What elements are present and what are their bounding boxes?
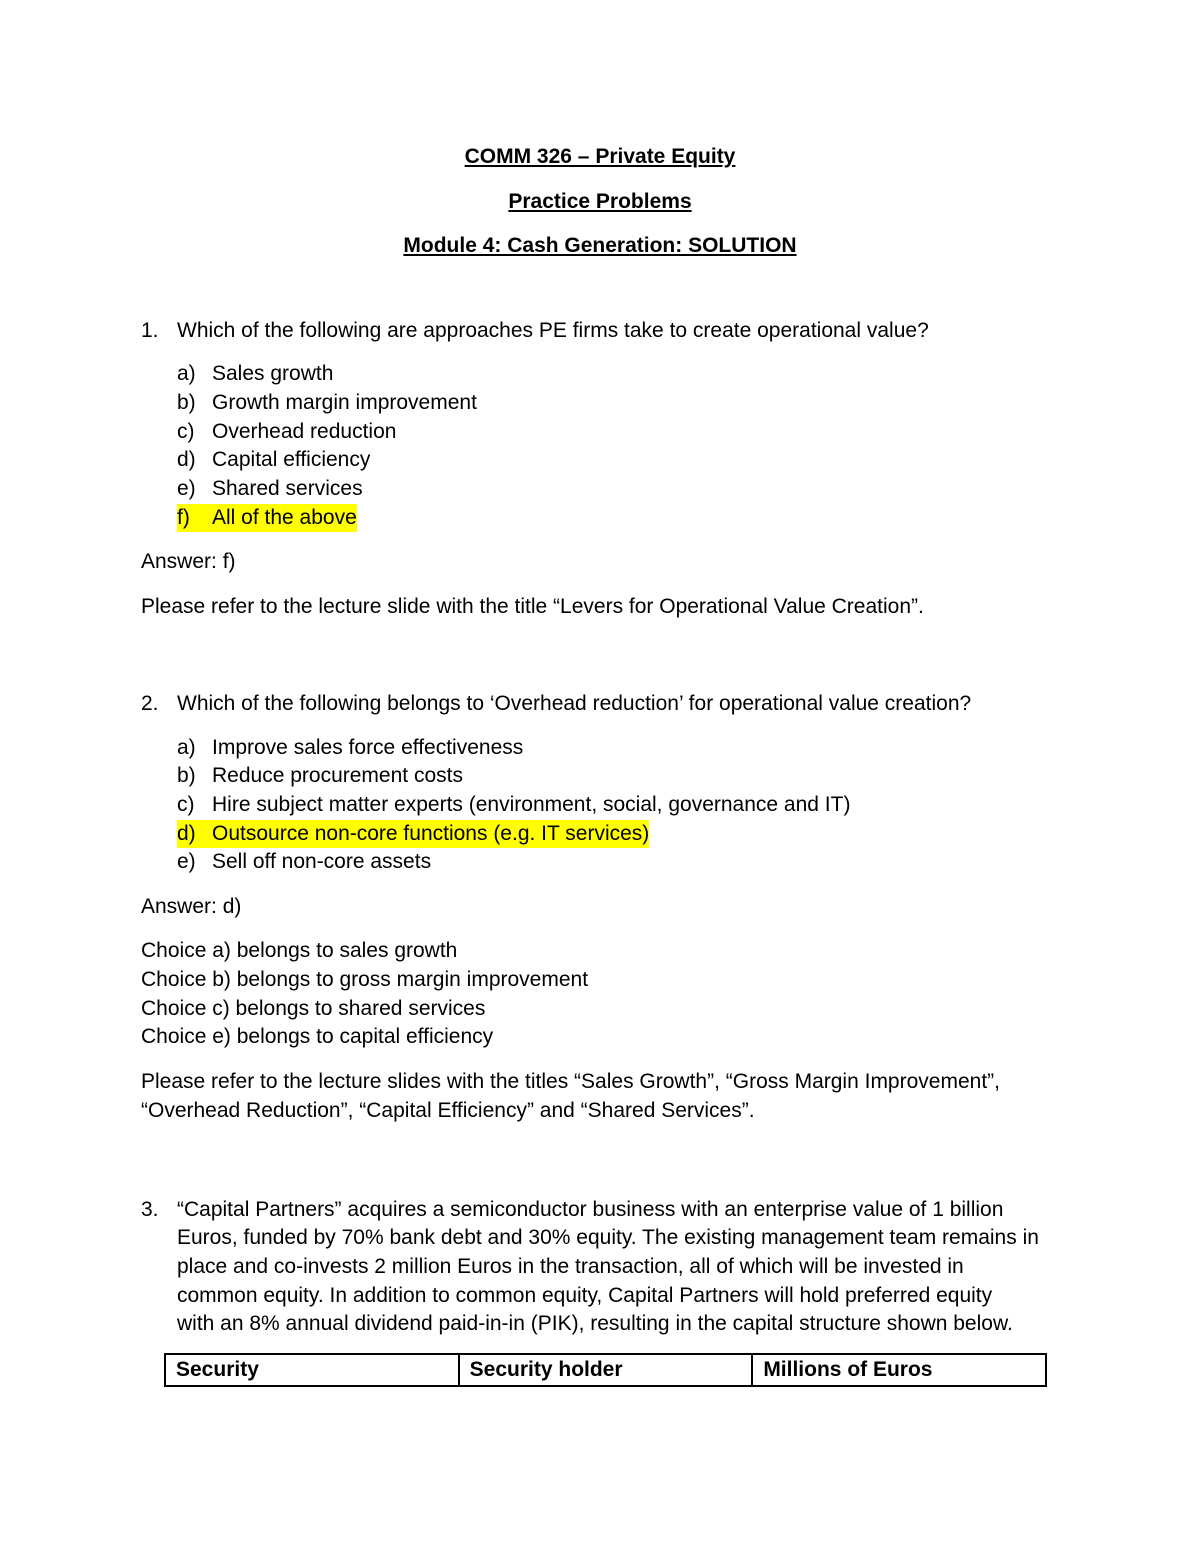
option-text: Sales growth — [212, 362, 334, 385]
reference-note-2: Please refer to the lecture slides with the titles “Sales Growth”, “Gross Margin Improvement”, — [141, 1070, 1000, 1093]
explanation-line: Choice a) belongs to sales growth — [141, 939, 458, 962]
option-label: b) — [177, 764, 196, 787]
question-text-line: with an 8% annual dividend paid-in-in (PIK), resulting in the capital structure shown below. — [177, 1312, 1013, 1335]
option-text: Shared services — [212, 477, 363, 500]
option-text: Hire subject matter experts (environment, social, governance and IT) — [212, 793, 851, 816]
option-text: All of the above — [207, 504, 357, 532]
column-header-security-holder: Security holder — [459, 1354, 753, 1386]
answer-1: Answer: f) — [141, 550, 236, 573]
option-label: b) — [177, 391, 196, 414]
answer-2: Answer: d) — [141, 895, 242, 918]
reference-note-1: Please refer to the lecture slide with the title “Levers for Operational Value Creation”. — [141, 595, 924, 618]
table-header-row — [165, 1354, 1046, 1386]
option-text: Improve sales force effectiveness — [212, 736, 524, 759]
explanation-line: Choice c) belongs to shared services — [141, 997, 486, 1020]
option-label: f) — [177, 504, 207, 532]
option-label: a) — [177, 362, 196, 385]
option-label: d) — [177, 448, 196, 471]
capital-structure-table — [164, 1353, 1047, 1387]
explanation-line: Choice e) belongs to capital efficiency — [141, 1025, 494, 1048]
column-header-millions-of-euros: Millions of Euros — [752, 1354, 1046, 1386]
option-label: c) — [177, 793, 195, 816]
question-number: 3. — [141, 1198, 159, 1221]
option-text: Outsource non-core functions (e.g. IT services) — [207, 820, 649, 848]
option-text: Reduce procurement costs — [212, 764, 463, 787]
option-text: Sell off non-core assets — [212, 850, 432, 873]
question-text: Which of the following belongs to ‘Overhead reduction’ for operational value creation? — [177, 692, 972, 715]
option-label: e) — [177, 477, 196, 500]
option-label: a) — [177, 736, 196, 759]
explanation-line: Choice b) belongs to gross margin improvement — [141, 968, 589, 991]
column-header-security: Security — [165, 1354, 459, 1386]
question-text: Which of the following are approaches PE firms take to create operational value? — [177, 319, 929, 342]
question-text-line: “Capital Partners” acquires a semiconductor business with an enterprise value of 1 billion — [177, 1198, 1004, 1221]
reference-note-2-cont: “Overhead Reduction”, “Capital Efficiency” and “Shared Services”. — [141, 1099, 755, 1122]
module-title: Module 4: Cash Generation: SOLUTION — [403, 234, 797, 257]
question-number: 2. — [141, 692, 159, 715]
question-number: 1. — [141, 319, 159, 342]
option-label: c) — [177, 420, 195, 443]
option-label: e) — [177, 850, 196, 873]
option-text: Growth margin improvement — [212, 391, 477, 414]
option-text: Overhead reduction — [212, 420, 397, 443]
question-text-line: Euros, funded by 70% bank debt and 30% equity. The existing management team remains in — [177, 1226, 1039, 1249]
question-text-line: common equity. In addition to common equity, Capital Partners will hold preferred equity — [177, 1284, 993, 1307]
option-label: d) — [177, 820, 207, 848]
question-text-line: place and co-invests 2 million Euros in the transaction, all of which will be invested in — [177, 1255, 964, 1278]
course-title: COMM 326 – Private Equity — [464, 145, 736, 168]
option-text: Capital efficiency — [212, 448, 371, 471]
document-subtitle: Practice Problems — [508, 190, 692, 213]
